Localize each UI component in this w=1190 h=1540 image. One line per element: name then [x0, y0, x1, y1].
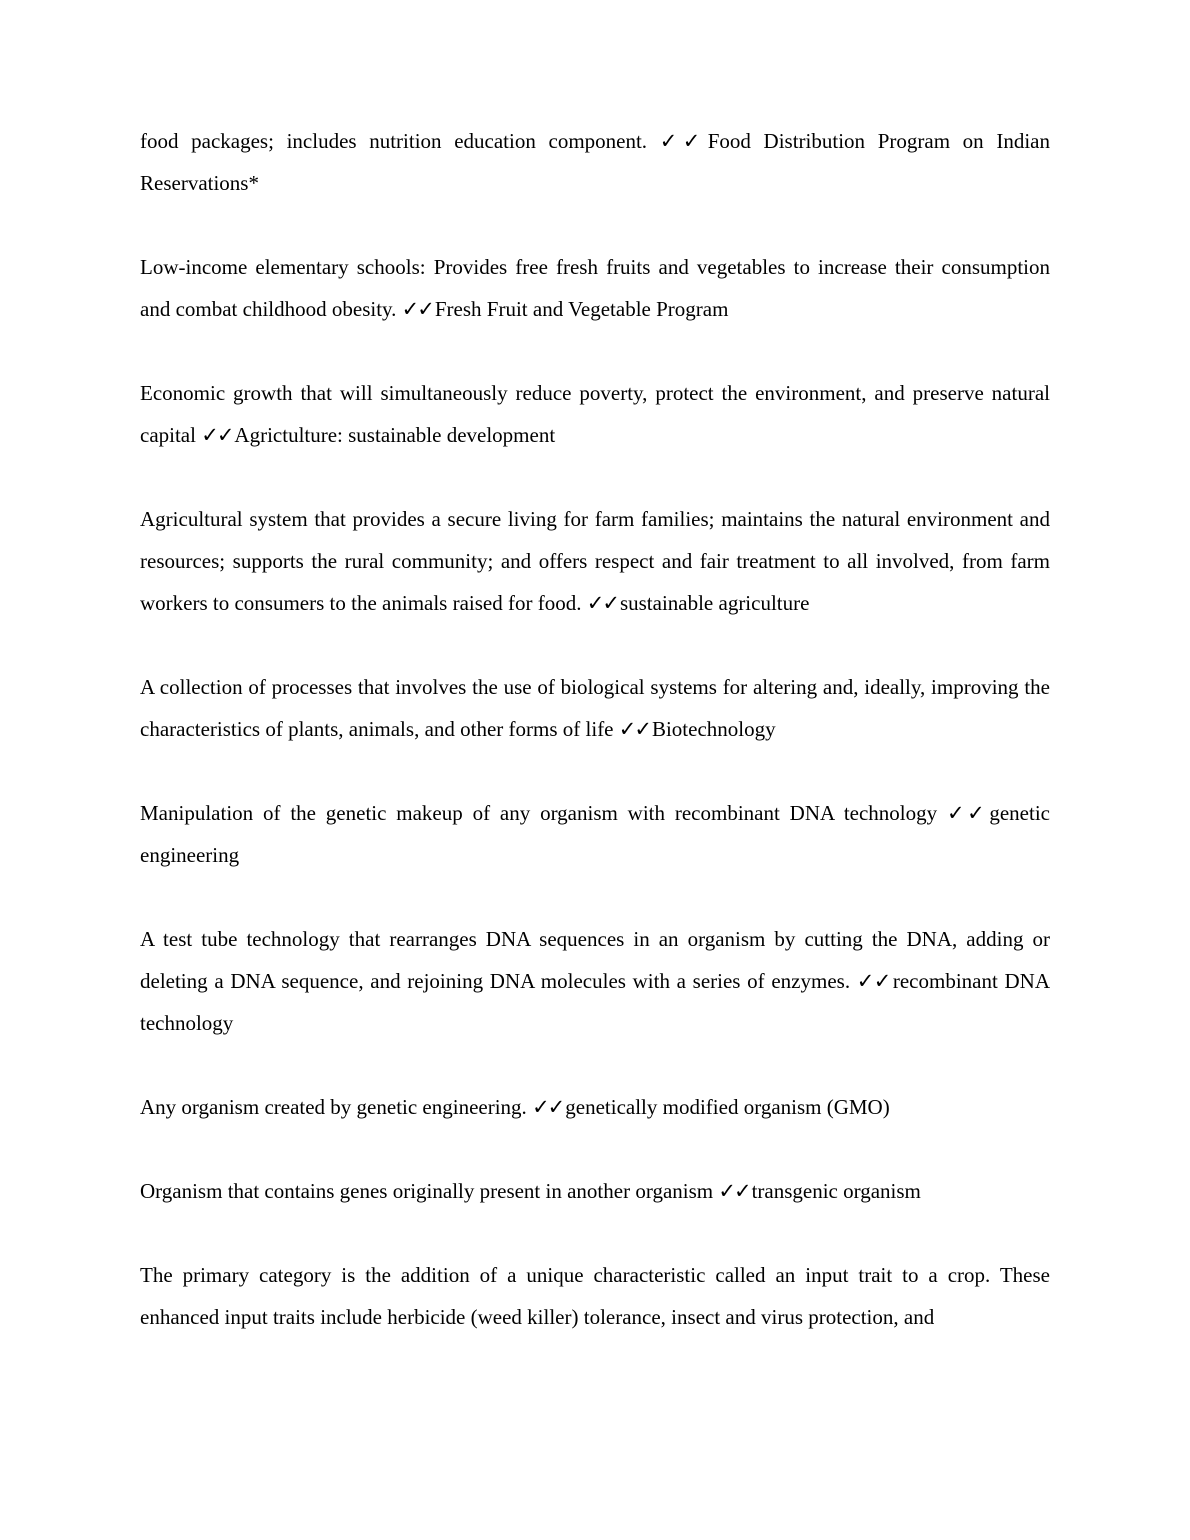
term-text: genetic engineering: [140, 801, 1050, 867]
term-text: Fresh Fruit and Vegetable Program: [434, 297, 729, 321]
double-checkmark-icon: ✓✓: [586, 591, 618, 615]
definition-text: The primary category is the addition of a unique characteristic called an input trait to a crop. These enhanced input traits include herbicide (weed killer) tolerance, insect and virus protection, and: [140, 1263, 1050, 1329]
double-checkmark-icon: ✓✓: [718, 1179, 750, 1203]
paragraph: [140, 246, 1050, 330]
term-text: transgenic organism: [751, 1179, 921, 1203]
double-checkmark-icon: ✓✓: [532, 1095, 564, 1119]
term-text: genetically modified organism (GMO): [565, 1095, 890, 1119]
definition-text: Economic growth that will simultaneously reduce poverty, protect the environment, and preserve natural capital: [140, 381, 1050, 447]
definition-text: A test tube technology that rearranges DNA sequences in an organism by cutting the DNA, adding or deleting a DNA sequence, and rejoining DNA molecules with a series of enzymes.: [140, 927, 1050, 993]
paragraph: [140, 1170, 1050, 1212]
paragraph: [140, 792, 1050, 876]
definition-text: food packages; includes nutrition education component.: [140, 129, 660, 153]
double-checkmark-icon: ✓✓: [201, 423, 233, 447]
double-checkmark-icon: ✓✓: [659, 129, 706, 153]
term-text: Biotechnology: [651, 717, 776, 741]
definition-text: Organism that contains genes originally present in another organism: [140, 1179, 719, 1203]
term-text: sustainable agriculture: [619, 591, 810, 615]
paragraph: [140, 498, 1050, 624]
definition-text: A collection of processes that involves the use of biological systems for altering and, ideally, improving the characteristics of plants, animals, and other forms of life: [140, 675, 1050, 741]
paragraph: [140, 1254, 1050, 1338]
paragraph: [140, 120, 1050, 204]
definition-text: Low-income elementary schools: Provides free fresh fruits and vegetables to increase their consumption and combat childhood obesity.: [140, 255, 1050, 321]
paragraph: [140, 1086, 1050, 1128]
term-text: Agrictulture: sustainable development: [234, 423, 556, 447]
paragraph: [140, 372, 1050, 456]
definition-text: Agricultural system that provides a secure living for farm families; maintains the natural environment and resources; supports the rural community; and offers respect and fair treatment to all involved, from farm workers to consumers to the animals raised for food.: [140, 507, 1050, 615]
double-checkmark-icon: ✓✓: [946, 801, 988, 825]
definition-text: Any organism created by genetic engineering.: [140, 1095, 533, 1119]
definition-text: Manipulation of the genetic makeup of any organism with recombinant DNA technology: [140, 801, 947, 825]
double-checkmark-icon: ✓✓: [401, 297, 433, 321]
double-checkmark-icon: ✓✓: [618, 717, 650, 741]
paragraph: [140, 918, 1050, 1044]
double-checkmark-icon: ✓✓: [856, 969, 891, 993]
paragraph: [140, 666, 1050, 750]
document-body: [140, 120, 1050, 1338]
term-text: recombinant DNA technology: [140, 969, 1050, 1035]
term-text: Food Distribution Program on Indian Reservations*: [140, 129, 1050, 195]
